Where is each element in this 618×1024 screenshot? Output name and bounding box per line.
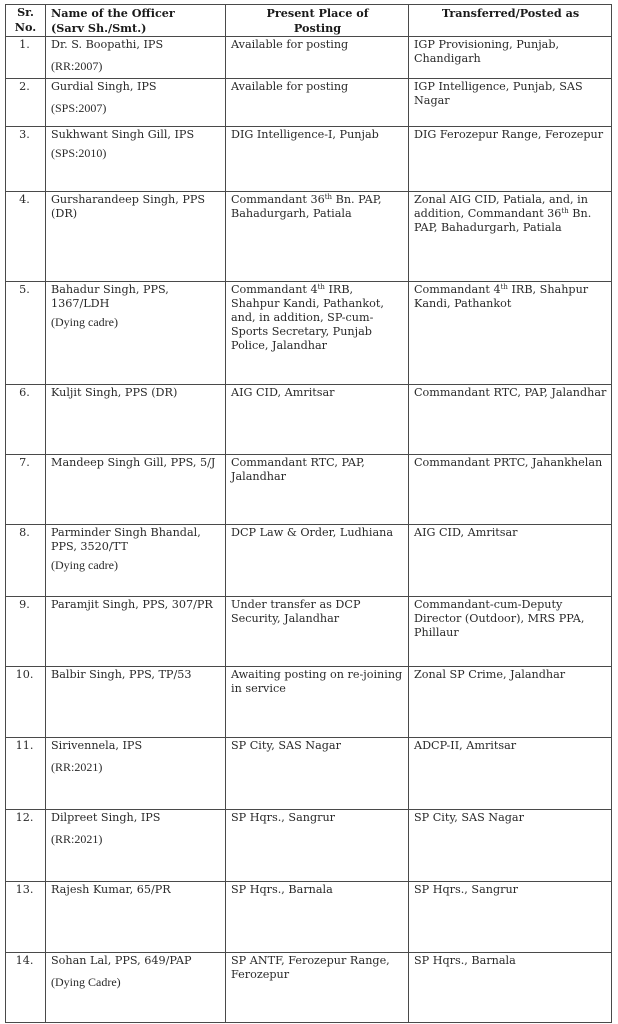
- table-row: [6, 953, 612, 1023]
- sr-no: 14.: [6, 953, 46, 1023]
- transferred-to: Zonal SP Crime, Jalandhar: [409, 667, 612, 738]
- transfer-order-document: [5, 4, 611, 1023]
- present-place: DIG Intelligence-I, Punjab: [226, 127, 409, 192]
- officer-name: Dr. S. Boopathi, IPS (RR:2007): [46, 37, 226, 79]
- present-place: Awaiting posting on re-joining in service: [226, 667, 409, 738]
- transferred-to: DIG Ferozepur Range, Ferozepur: [409, 127, 612, 192]
- transferred-to: Zonal AIG CID, Patiala, and, in addition, Commandant 36th Bn. PAP, Bahadurgarh, Patiala: [409, 192, 612, 282]
- present-place: Commandant 36th Bn. PAP, Bahadurgarh, Patiala: [226, 192, 409, 282]
- transferred-to: SP Hqrs., Sangrur: [409, 882, 612, 953]
- officer-note: (Dying cadre): [51, 315, 118, 329]
- header-officer-name: Name of the Officer (Sarv Sh./Smt.): [46, 5, 226, 37]
- present-place: Available for posting: [226, 79, 409, 127]
- officer-name: Rajesh Kumar, 65/PR: [46, 882, 226, 953]
- sr-no: 13.: [6, 882, 46, 953]
- officer-note: (RR:2021): [51, 760, 103, 774]
- table-row: [6, 882, 612, 953]
- table-row: [6, 525, 612, 597]
- officer-note: (SPS:2010): [51, 146, 107, 160]
- officer-note: (SPS:2007): [51, 101, 107, 115]
- sr-no: 9.: [6, 597, 46, 667]
- sr-no: 8.: [6, 525, 46, 597]
- transferred-to: SP Hqrs., Barnala: [409, 953, 612, 1023]
- officer-name: Balbir Singh, PPS, TP/53: [46, 667, 226, 738]
- officer-name: Paramjit Singh, PPS, 307/PR: [46, 597, 226, 667]
- officer-name: Gurdial Singh, IPS (SPS:2007): [46, 79, 226, 127]
- officer-name: Kuljit Singh, PPS (DR): [46, 385, 226, 455]
- officer-name: Parminder Singh Bhandal, PPS, 3520/TT (Dying cadre): [46, 525, 226, 597]
- transferred-to: Commandant PRTC, Jahankhelan: [409, 455, 612, 525]
- present-place: Available for posting: [226, 37, 409, 79]
- table-row: [6, 37, 612, 79]
- table-row: [6, 667, 612, 738]
- present-place: SP Hqrs., Sangrur: [226, 810, 409, 882]
- officer-name: Sohan Lal, PPS, 649/PAP (Dying Cadre): [46, 953, 226, 1023]
- officer-name: Gursharandeep Singh, PPS (DR): [46, 192, 226, 282]
- officer-name: Sukhwant Singh Gill, IPS (SPS:2010): [46, 127, 226, 192]
- table-row: [6, 79, 612, 127]
- sr-no: 6.: [6, 385, 46, 455]
- table-row: [6, 455, 612, 525]
- present-place: DCP Law & Order, Ludhiana: [226, 525, 409, 597]
- transferred-to: AIG CID, Amritsar: [409, 525, 612, 597]
- transferred-to: SP City, SAS Nagar: [409, 810, 612, 882]
- table-row: [6, 597, 612, 667]
- present-place: AIG CID, Amritsar: [226, 385, 409, 455]
- officer-note: (Dying Cadre): [51, 975, 121, 989]
- sr-no: 2.: [6, 79, 46, 127]
- sr-no: 12.: [6, 810, 46, 882]
- officer-note: (RR:2007): [51, 59, 103, 73]
- sr-no: 11.: [6, 738, 46, 810]
- sr-no: 7.: [6, 455, 46, 525]
- table-row: [6, 810, 612, 882]
- officer-name: Mandeep Singh Gill, PPS, 5/J: [46, 455, 226, 525]
- table-row: [6, 385, 612, 455]
- transferred-to: ADCP-II, Amritsar: [409, 738, 612, 810]
- present-place: SP City, SAS Nagar: [226, 738, 409, 810]
- sr-no: 3.: [6, 127, 46, 192]
- sr-no: 4.: [6, 192, 46, 282]
- sr-no: 5.: [6, 282, 46, 385]
- officer-note: (RR:2021): [51, 832, 103, 846]
- table-row: [6, 192, 612, 282]
- table-row: [6, 282, 612, 385]
- header-transferred-posted: Transferred/Posted as: [409, 5, 612, 37]
- transferred-to: IGP Provisioning, Punjab, Chandigarh: [409, 37, 612, 79]
- present-place: SP Hqrs., Barnala: [226, 882, 409, 953]
- present-place: Commandant RTC, PAP, Jalandhar: [226, 455, 409, 525]
- transferred-to: IGP Intelligence, Punjab, SAS Nagar: [409, 79, 612, 127]
- table-row: [6, 738, 612, 810]
- table-row: [6, 127, 612, 192]
- present-place: Commandant 4th IRB, Shahpur Kandi, Pathankot, and, in addition, SP-cum-Sports Secretary, Punjab Police, Jalandhar: [226, 282, 409, 385]
- sr-no: 10.: [6, 667, 46, 738]
- transferred-to: Commandant RTC, PAP, Jalandhar: [409, 385, 612, 455]
- transfer-table: [5, 4, 612, 1023]
- officer-name: Dilpreet Singh, IPS (RR:2021): [46, 810, 226, 882]
- transferred-to: Commandant-cum-Deputy Director (Outdoor), MRS PPA, Phillaur: [409, 597, 612, 667]
- transferred-to: Commandant 4th IRB, Shahpur Kandi, Pathankot: [409, 282, 612, 385]
- table-header-row: [6, 5, 612, 37]
- officer-name: Sirivennela, IPS (RR:2021): [46, 738, 226, 810]
- header-present-place: Present Place of Posting: [226, 5, 409, 37]
- sr-no: 1.: [6, 37, 46, 79]
- header-sr-no: Sr. No.: [6, 5, 46, 37]
- officer-note: (Dying cadre): [51, 558, 118, 572]
- officer-name: Bahadur Singh, PPS, 1367/LDH (Dying cadre): [46, 282, 226, 385]
- present-place: Under transfer as DCP Security, Jalandhar: [226, 597, 409, 667]
- present-place: SP ANTF, Ferozepur Range, Ferozepur: [226, 953, 409, 1023]
